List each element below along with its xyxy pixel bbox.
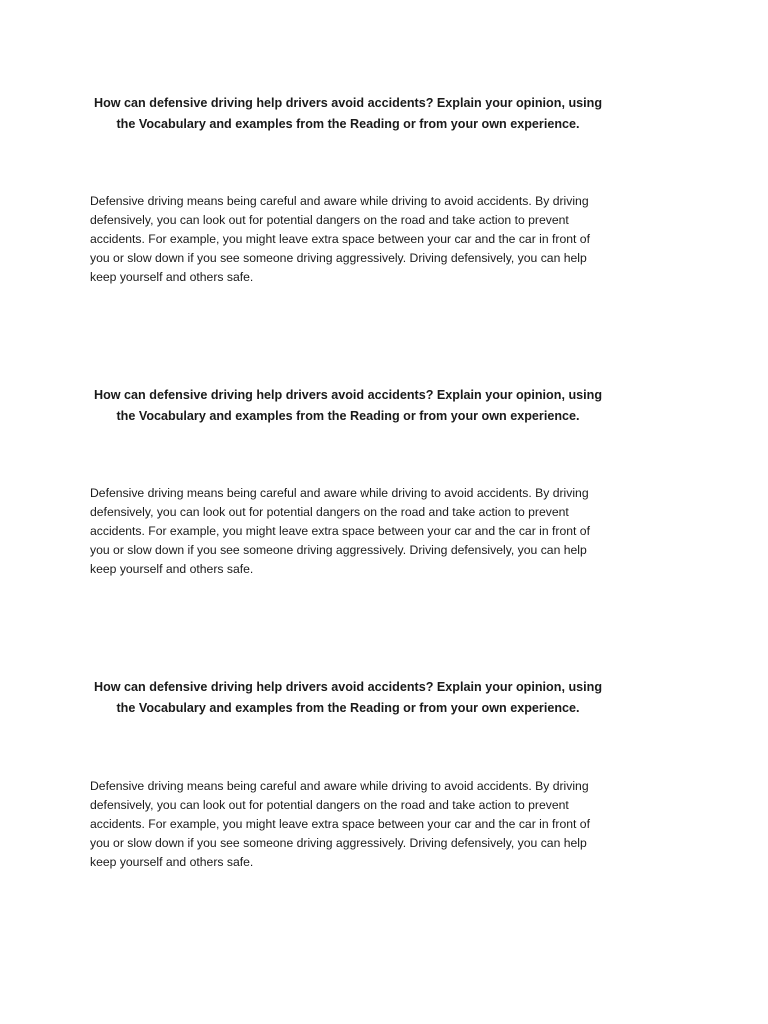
answer-paragraph-3: Defensive driving means being careful and aware while driving to avoid accidents. By driving defensively, you can look out for potential dangers on the road and take action to prevent accidents. For example, you might leave extra space between your car and the car in front of you or slow down if you see someone driving aggressively. Driving defensively, you can help keep yourself and others safe. [90,779,590,869]
question-heading-2: How can defensive driving help drivers avoid accidents? Explain your opinion, using the Vocabulary and examples from the Reading or from your own experience. [93,388,603,423]
question-heading-1: How can defensive driving help drivers avoid accidents? Explain your opinion, using the Vocabulary and examples from the Reading or from your own experience. [93,96,603,131]
answer-paragraph-1: Defensive driving means being careful and aware while driving to avoid accidents. By driving defensively, you can look out for potential dangers on the road and take action to prevent accidents. For example, you might leave extra space between your car and the car in front of you or slow down if you see someone driving aggressively. Driving defensively, you can help keep yourself and others safe. [90,194,590,284]
answer-paragraph-2: Defensive driving means being careful and aware while driving to avoid accidents. By driving defensively, you can look out for potential dangers on the road and take action to prevent accidents. For example, you might leave extra space between your car and the car in front of you or slow down if you see someone driving aggressively. Driving defensively, you can help keep yourself and others safe. [90,486,590,576]
question-heading-3: How can defensive driving help drivers avoid accidents? Explain your opinion, using the Vocabulary and examples from the Reading or from your own experience. [93,680,603,715]
